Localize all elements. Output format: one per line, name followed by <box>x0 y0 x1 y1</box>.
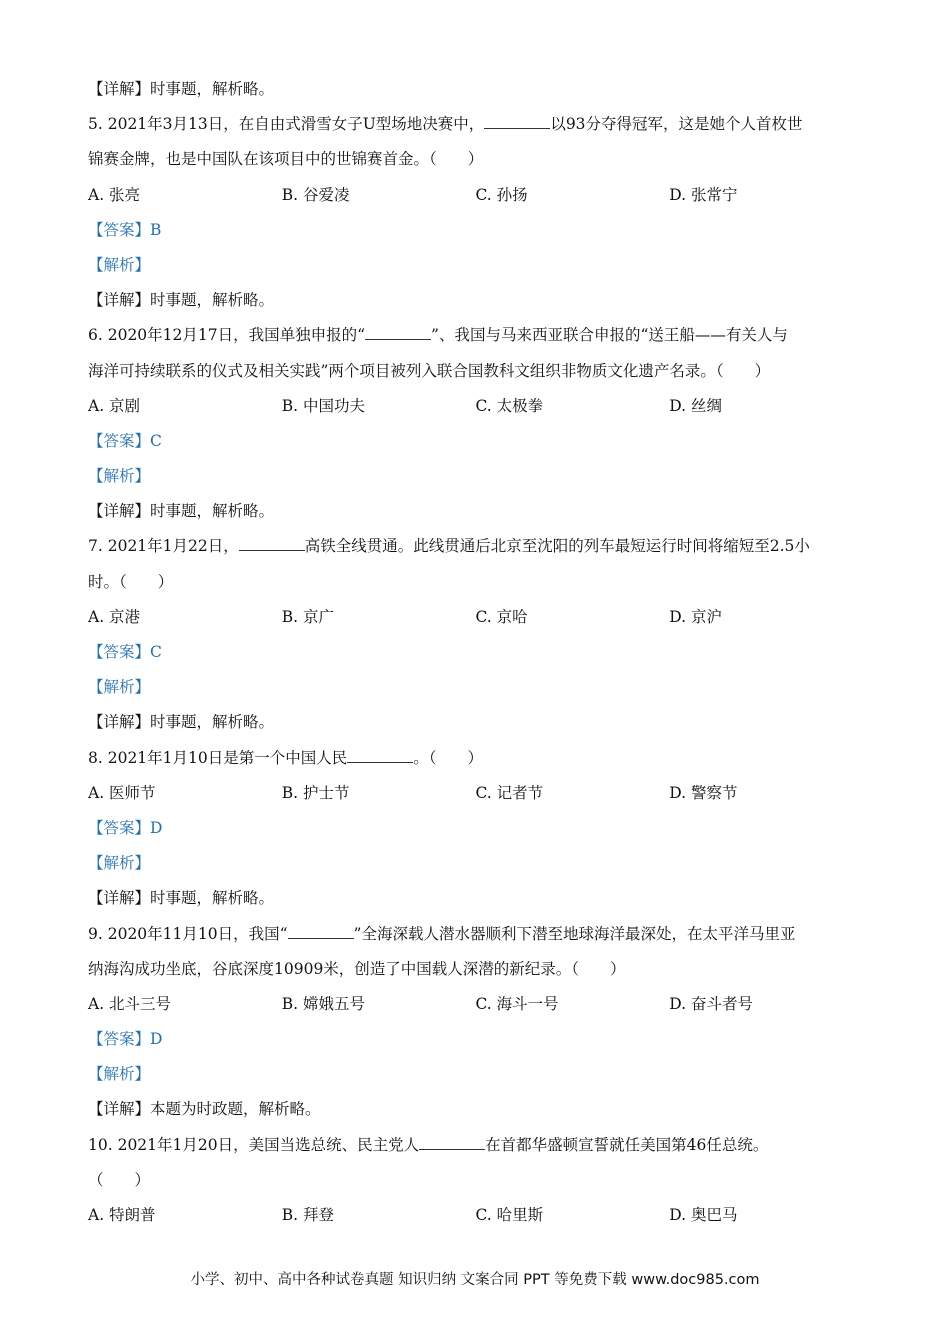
option-a: A. 特朗普 <box>88 1206 156 1224</box>
answer-line: 【答案】C <box>88 643 162 661</box>
answer-value: C <box>150 643 162 661</box>
option-a: A. 北斗三号 <box>88 994 172 1013</box>
detail-line: 【详解】时事题，解析略。 <box>88 80 275 98</box>
question-10 <box>88 1128 863 1234</box>
answer-line: 【答案】D <box>88 818 163 837</box>
option-a: A. 张亮 <box>88 185 141 204</box>
option-d: D. 奥巴马 <box>669 1206 738 1224</box>
option-d: D. 警察节 <box>669 783 738 802</box>
answer-blank <box>484 113 550 129</box>
detail-line: 【详解】时事题，解析略。 <box>88 713 275 732</box>
option-b: B. 护士节 <box>281 783 350 802</box>
analysis-line: 【解析】 <box>88 1065 151 1084</box>
answer-blank <box>347 747 413 763</box>
option-b: B. 拜登 <box>281 1206 334 1224</box>
question-stem: 10. 2021年1月20日，美国当选总统、民主党人 在首都华盛顿宣誓就任美国第46任总统。 <box>88 1135 769 1154</box>
option-b: B. 京广 <box>281 607 334 626</box>
answer-blank <box>288 923 354 939</box>
option-b: B. 中国功夫 <box>281 396 365 415</box>
answer-value: D <box>150 818 163 837</box>
option-d: D. 丝绸 <box>669 396 722 415</box>
options-row <box>88 600 863 635</box>
detail-line: 【详解】本题为时政题，解析略。 <box>88 1100 321 1119</box>
question-stem-cont: 纳海沟成功坐底，谷底深度10909米，创造了中国载人深潜的新纪录。（ ） <box>88 959 626 978</box>
question-stem-cont: （ ） <box>88 1170 151 1189</box>
answer-value: C <box>150 431 162 450</box>
detail-line: 【详解】时事题，解析略。 <box>88 889 275 908</box>
answer-value: D <box>150 1030 163 1049</box>
question-stem: 5. 2021年3月13日，在自由式滑雪女子U型场地决赛中， 以93分夺得冠军，这是她个人首枚世 <box>88 115 803 134</box>
question-8 <box>88 741 863 917</box>
document-page <box>88 72 863 1233</box>
question-9 <box>88 917 863 1128</box>
question-stem: 6. 2020年12月17日，我国单独申报的“ ”、我国与马来西亚联合申报的“送王船——有关人与 <box>88 326 788 345</box>
analysis-line: 【解析】 <box>88 678 151 697</box>
analysis-line: 【解析】 <box>88 467 151 486</box>
option-c: C. 孙扬 <box>475 185 528 204</box>
answer-line: 【答案】D <box>88 1030 163 1049</box>
options-row <box>88 1198 863 1233</box>
question-stem: 9. 2020年11月10日，我国“ ”全海深载人潜水器顺利下潜至地球海洋最深处，在太平洋马里亚 <box>88 924 796 943</box>
answer-blank <box>365 324 431 340</box>
page-footer: 小学、初中、高中各种试卷真题 知识归纳 文案合同 PPT 等免费下载 www.doc985.com <box>190 1272 760 1288</box>
option-b: B. 谷爱凌 <box>281 185 350 204</box>
option-d: D. 京沪 <box>669 607 722 626</box>
option-a: A. 医师节 <box>88 783 156 802</box>
answer-value: B <box>150 220 162 239</box>
question-stem: 8. 2021年1月10日是第一个中国人民 。（ ） <box>88 748 484 767</box>
option-c: C. 海斗一号 <box>475 994 559 1013</box>
answer-blank <box>239 535 305 551</box>
question-stem: 7. 2021年1月22日， 高铁全线贯通。此线贯通后北京至沈阳的列车最短运行时间将缩短至2.5小 <box>88 537 810 556</box>
answer-line: 【答案】C <box>88 431 162 450</box>
answer-blank <box>419 1134 485 1150</box>
option-d: D. 张常宁 <box>669 185 738 204</box>
options-row <box>88 987 863 1022</box>
analysis-line: 【解析】 <box>88 854 151 873</box>
question-stem-cont: 时。（ ） <box>88 572 174 591</box>
analysis-line: 【解析】 <box>88 255 151 274</box>
option-a: A. 京剧 <box>88 396 141 415</box>
question-5 <box>88 107 863 318</box>
options-row <box>88 178 863 213</box>
question-stem-cont: 海洋可持续联系的仪式及相关实践”两个项目被列入联合国教科文组织非物质文化遗产名录。（ ） <box>88 361 771 380</box>
options-row <box>88 389 863 424</box>
option-d: D. 奋斗者号 <box>669 994 753 1013</box>
question-6 <box>88 318 863 529</box>
detail-line: 【详解】时事题，解析略。 <box>88 291 275 310</box>
question-7 <box>88 529 863 740</box>
option-c: C. 哈里斯 <box>475 1206 544 1224</box>
option-c: C. 京哈 <box>475 607 528 626</box>
answer-line: 【答案】B <box>88 220 162 239</box>
option-b: B. 嫦娥五号 <box>281 994 365 1013</box>
option-c: C. 记者节 <box>475 783 544 802</box>
options-row <box>88 776 863 811</box>
question-stem-cont: 锦赛金牌，也是中国队在该项目中的世锦赛首金。（ ） <box>88 150 484 169</box>
option-a: A. 京港 <box>88 607 141 626</box>
detail-line: 【详解】时事题，解析略。 <box>88 502 275 521</box>
option-c: C. 太极拳 <box>475 396 544 415</box>
